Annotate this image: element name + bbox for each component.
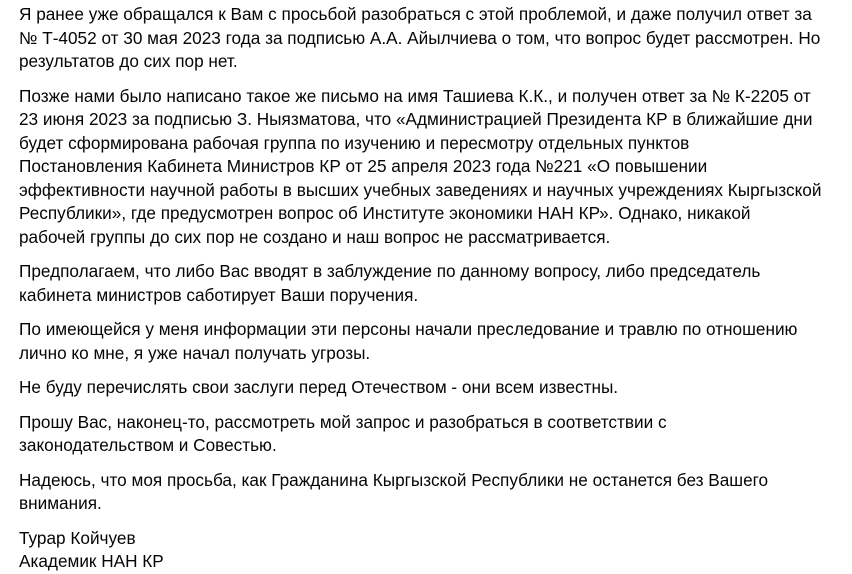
- signature: [19, 527, 845, 574]
- paragraph-line: кабинета министров саботирует Ваши поручения.: [19, 284, 419, 305]
- paragraph-line: внимания.: [19, 493, 102, 513]
- paragraph-line: лично ко мне, я уже начал получать угрозы.: [19, 342, 371, 363]
- paragraph-line: законодательством и Совестью.: [19, 435, 277, 455]
- paragraph-line: Прошу Вас, наконец-то, рассмотреть мой запрос и разобраться в соответствии с: [19, 411, 667, 432]
- paragraph-line: Постановления Кабинета Министров КР от 25 апреля 2023 года №221 «О повышении: [19, 156, 708, 176]
- paragraph-line: результатов до сих пор нет.: [19, 51, 238, 71]
- post-body: [19, 3, 845, 574]
- paragraph-line: Позже нами было написано такое же письмо на имя Ташиева К.К., и получен ответ за № К-2205 от: [19, 85, 811, 106]
- signature-name: Турар Койчуев: [19, 527, 136, 548]
- paragraph: [19, 469, 845, 516]
- paragraph: [19, 376, 845, 400]
- paragraph-line: По имеющейся у меня информации эти персоны начали преследование и травлю по отношению: [19, 319, 798, 339]
- paragraph-line: Республики», где предусмотрен вопрос об Институте экономики НАН КР». Однако, никакой: [19, 203, 751, 223]
- paragraph-line: 23 июня 2023 за подписью З. Ныязматова, что «Администрацией Президента КР в ближайшие дни: [19, 109, 813, 129]
- paragraph-line: Предполагаем, что либо Вас вводят в заблуждение по данному вопросу, либо председатель: [19, 261, 761, 281]
- paragraph: [19, 260, 845, 307]
- signature-title: Академик НАН КР: [19, 551, 164, 571]
- paragraph: [19, 318, 845, 365]
- paragraph: [19, 3, 845, 74]
- paragraph: [19, 85, 845, 250]
- paragraph-line: Не буду перечислять свои заслуги перед Отечеством - они всем известны.: [19, 377, 619, 397]
- paragraph-line: рабочей группы до сих пор не создано и наш вопрос не рассматривается.: [19, 226, 611, 247]
- paragraph-line: Надеюсь, что моя просьба, как Гражданина Кыргызской Республики не останется без Вашего: [19, 469, 769, 490]
- paragraph-line: Я ранее уже обращался к Вам с просьбой разобраться с этой проблемой, и даже получил ответ за: [19, 4, 812, 24]
- paragraph: [19, 411, 845, 458]
- paragraph-line: № Т-4052 от 30 мая 2023 года за подписью А.А. Айылчиева о том, что вопрос будет рассмотрен. Но: [19, 27, 821, 48]
- paragraph-line: эффективности научной работы в высших учебных заведениях и научных учреждениях Кыргызской: [19, 179, 822, 200]
- paragraph-line: будет сформирована рабочая группа по изучению и пересмотру отдельных пунктов: [19, 132, 690, 153]
